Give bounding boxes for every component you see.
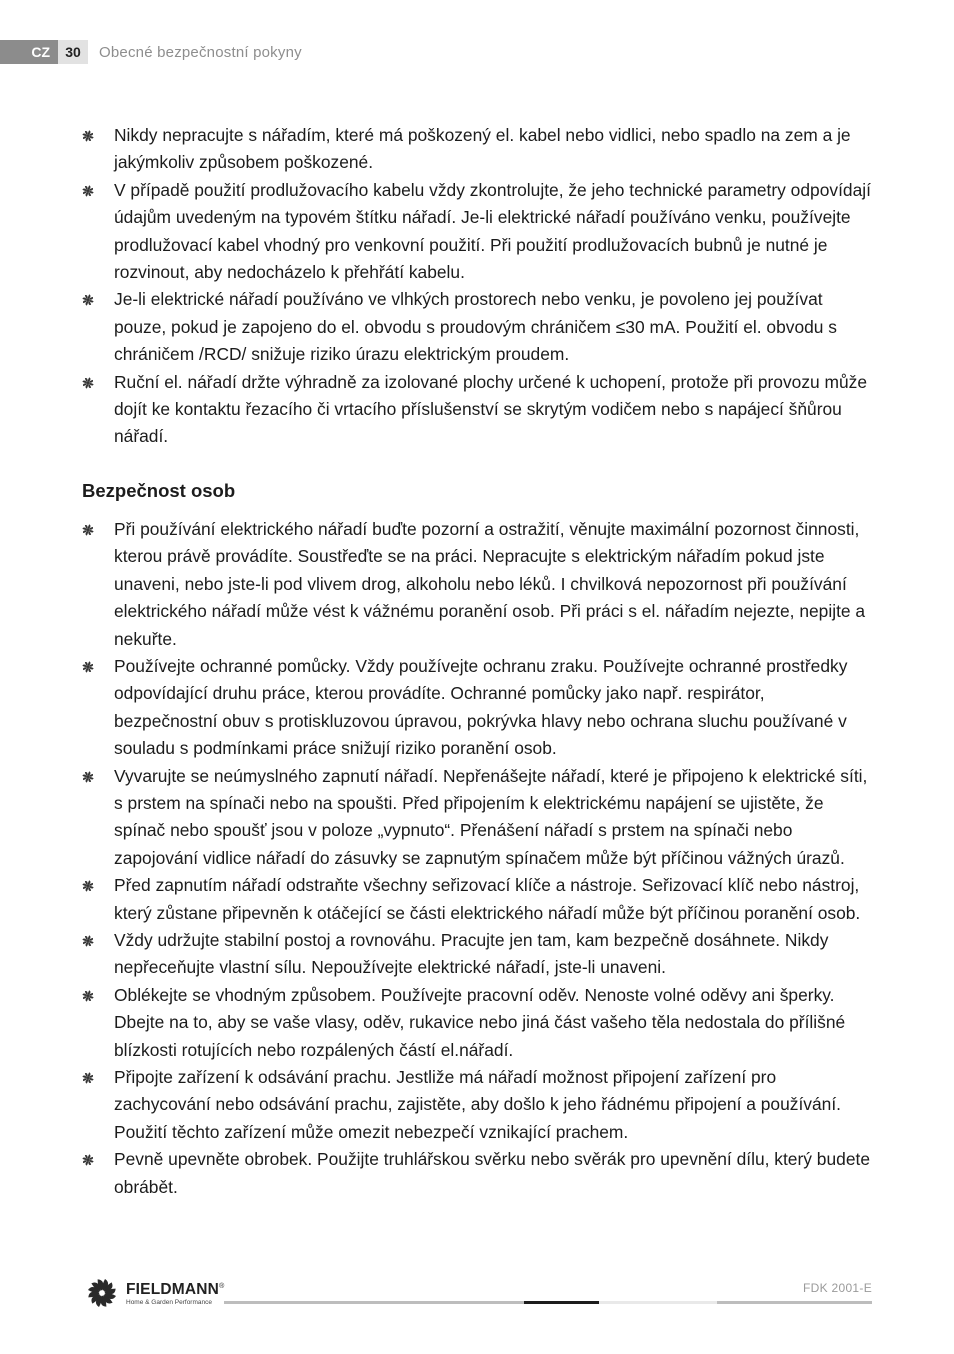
list-item-text: Pevně upevněte obrobek. Použijte truhlářskou svěrku nebo svěrák pro upevnění dílu, který budete obrábět.	[114, 1149, 870, 1197]
list-item	[82, 1064, 872, 1146]
gear-bullet-icon	[82, 1072, 94, 1084]
bullet-list-personal-safety	[82, 516, 872, 1201]
gear-bullet-icon	[82, 130, 94, 142]
gear-bullet-icon	[82, 771, 94, 783]
list-item	[82, 286, 872, 368]
brand-tagline: Home & Garden Performance	[126, 1299, 212, 1307]
main-content	[82, 122, 872, 1201]
list-item-text: Ruční el. nářadí držte výhradně za izolované plochy určené k uchopení, protože při provozu může dojít ke kontaktu řezacího či vrtacího příslušenství se skrytým vodičem nebo s napájecí šňůrou nářadí.	[114, 371, 868, 447]
bullet-list-safety-electric	[82, 122, 872, 451]
gear-bullet-icon	[82, 880, 94, 892]
list-item	[82, 927, 872, 982]
list-item-text: Používejte ochranné pomůcky. Vždy používejte ochranu zraku. Používejte ochranné prostředky odpovídající druhu práce, kterou provádíte. Ochranné pomůcky jako např. respirátor, bezpečnostní obuv s protiskluzovou úpravou, pokrývka hlavy nebo ochrana sluchu používané v souladu s podmínkami práce snižují riziko poranění osob.	[114, 655, 848, 759]
list-item	[82, 763, 872, 873]
list-item-text: Připojte zařízení k odsávání prachu. Jestliže má nářadí možnost připojení zařízení pro zachycování nebo odsávání prachu, zajistěte, aby došlo k jeho řádnému připojení a používání. Použití těchto zařízení může omezit nebezpečí vznikající prachem.	[114, 1067, 842, 1142]
heading-personal-safety: Bezpečnost osob	[82, 479, 236, 501]
list-item	[82, 177, 872, 287]
gear-bullet-icon	[82, 1154, 94, 1166]
brand-logo	[82, 1278, 224, 1308]
list-item-text: Při používání elektrického nářadí buďte pozorní a ostražití, věnujte maximální pozornost činnosti, kterou právě provádíte. Soustřeďte se na práci. Nepracujte s elektrickým nářadím pokud jste unaveni, nebo jste-li pod vlivem drog, alkoholu nebo léků. I chvilková nepozornost při používání elektrického nářadí může vést k vážnému poranění osob. Při práci s el. nářadím nejezte, nepijte a nekuřte.	[114, 518, 866, 649]
footer-rule-segment	[224, 1301, 524, 1304]
list-item	[82, 122, 872, 177]
page-header	[0, 40, 302, 64]
page-number: 30	[58, 40, 88, 64]
footer-rule-segment	[524, 1301, 599, 1304]
gear-bullet-icon	[82, 294, 94, 306]
list-item	[82, 1146, 872, 1201]
fan-flower-icon	[82, 1278, 122, 1308]
section-title: Obecné bezpečnostní pokyny	[99, 43, 302, 61]
gear-bullet-icon	[82, 524, 94, 536]
footer-rule-segment	[717, 1301, 872, 1304]
list-item	[82, 872, 872, 927]
language-badge: CZ	[0, 40, 58, 64]
list-item-text: Oblékejte se vhodným způsobem. Používejte pracovní oděv. Nenoste volné oděvy ani šperky. Dbejte na to, aby se vaše vlasy, oděv, rukavice nebo jiná část vašeho těla nedostala do přílišné blízkosti rotujících nebo rozpálených částí el.nářadí.	[114, 984, 846, 1060]
gear-bullet-icon	[82, 185, 94, 197]
list-item	[82, 653, 872, 763]
list-item	[82, 516, 872, 653]
list-item-text: V případě použití prodlužovacího kabelu vždy zkontrolujte, že jeho technické parametry odpovídají údajům uvedeným na typovém štítku nářadí. Je-li elektrické nářadí používáno venku, používejte prodlužovací kabel vhodný pro venkovní použití. Při použití prodlužovacích bubnů je nutné je rozvinout, aby nedocházelo k přehřátí kabelu.	[114, 179, 871, 283]
list-item	[82, 369, 872, 451]
list-item-text: Nikdy nepracujte s nářadím, které má poškozený el. kabel nebo vidlici, nebo spadlo na zem a je jakýmkoliv způsobem poškozené.	[114, 125, 851, 173]
gear-bullet-icon	[82, 990, 94, 1002]
list-item	[82, 982, 872, 1064]
gear-bullet-icon	[82, 935, 94, 947]
page-footer	[0, 1270, 954, 1330]
gear-bullet-icon	[82, 377, 94, 389]
list-item-text: Je-li elektrické nářadí používáno ve vlhkých prostorech nebo venku, je povoleno jej používat pouze, pokud je zapojeno do el. obvodu s proudovým chráničem ≤30 mA. Použití el. obvodu s chráničem /RCD/ snižuje riziko úrazu elektrickým proudem.	[114, 289, 837, 365]
list-item-text: Před zapnutím nářadí odstraňte všechny seřizovací klíče a nástroje. Seřizovací klíč nebo nástroj, který zůstane připevněn k otáčející se části elektrického nářadí může být příčinou poranění osob.	[114, 875, 861, 923]
list-item-text: Vždy udržujte stabilní postoj a rovnováhu. Pracujte jen tam, kam bezpečně dosáhnete. Nikdy nepřeceňujte vlastní sílu. Nepoužívejte elektrické nářadí, jste-li unaveni.	[114, 929, 829, 978]
gear-bullet-icon	[82, 661, 94, 673]
list-item-text: Vyvarujte se neúmyslného zapnutí nářadí. Nepřenášejte nářadí, které je připojeno k elektrické síti, s prstem na spínači nebo na spoušti. Před připojením k elektrickému napájení se ujistěte, že spínač nebo spoušť jsou v poloze „vypnuto“. Přenášení nářadí s prstem na spínači nebo zapojování vidlice nářadí do zásuvky se zapnutým spínačem může být příčinou vážných úrazů.	[114, 765, 868, 868]
model-number: FDK 2001-E	[802, 1281, 872, 1295]
brand-name: FIELDMANN®	[126, 1281, 225, 1299]
footer-rule-segment	[599, 1301, 717, 1304]
